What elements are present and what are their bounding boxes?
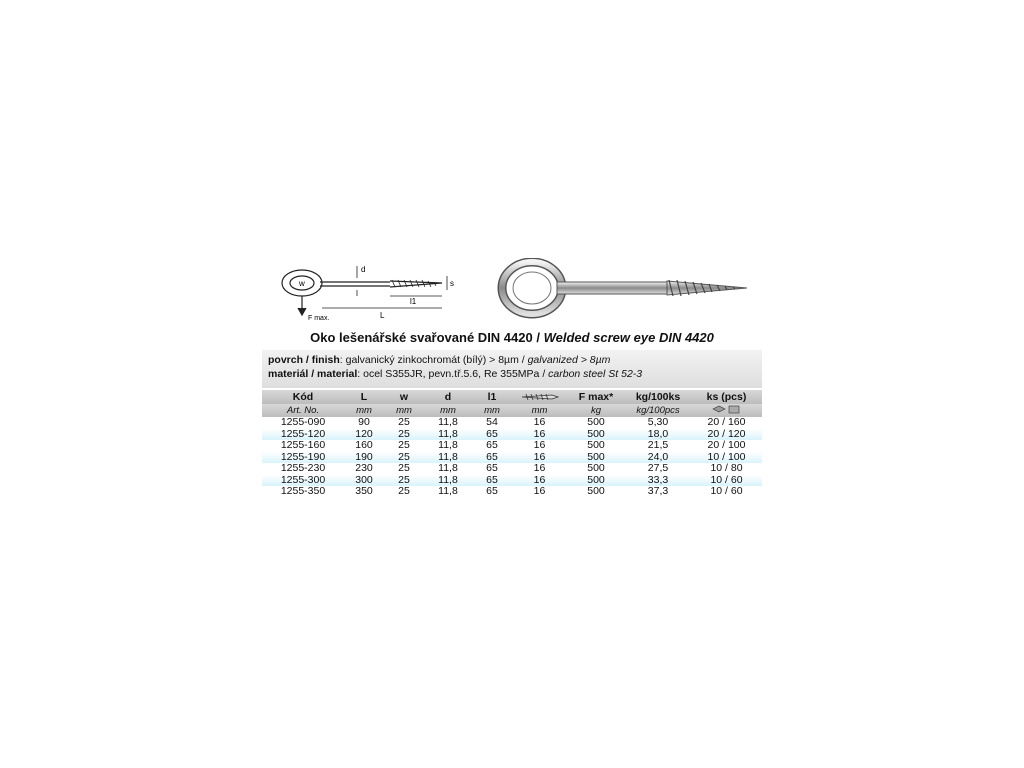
table-row: [262, 429, 762, 441]
table-cell: 37,3: [625, 486, 691, 498]
col-subheader: mm: [344, 404, 384, 417]
table-cell: 16: [512, 463, 567, 475]
table-cell: 16: [512, 440, 567, 452]
col-subheader: kg: [567, 404, 625, 417]
table-cell: 25: [384, 486, 424, 498]
specs-box: [262, 350, 762, 388]
table-cell: 25: [384, 475, 424, 487]
table-cell: 24,0: [625, 452, 691, 464]
table-cell: 25: [384, 440, 424, 452]
table-cell: 11,8: [424, 486, 472, 498]
table-cell: 1255-230: [262, 463, 344, 475]
table-cell: 11,8: [424, 452, 472, 464]
table-row: [262, 475, 762, 487]
table-cell: 20 / 160: [691, 417, 762, 429]
table-cell: 1255-350: [262, 486, 344, 498]
col-header: L: [344, 390, 384, 404]
title-cz: Oko lešenářské svařované DIN 4420 /: [310, 330, 544, 345]
table-row: [262, 463, 762, 475]
label-d: d: [361, 265, 366, 274]
table-cell: 120: [344, 429, 384, 441]
table-cell: 500: [567, 417, 625, 429]
table-cell: 350: [344, 486, 384, 498]
label-w: w: [299, 279, 305, 288]
table-cell: 500: [567, 463, 625, 475]
screw-eye-photo: [497, 258, 762, 328]
table-cell: 11,8: [424, 440, 472, 452]
finish-label: povrch / finish: [268, 354, 340, 366]
table-cell: 1255-120: [262, 429, 344, 441]
table-cell: 500: [567, 452, 625, 464]
table-cell: 25: [384, 463, 424, 475]
table-cell: 11,8: [424, 429, 472, 441]
table-cell: 54: [472, 417, 512, 429]
table-cell: 25: [384, 452, 424, 464]
finish-value: : galvanický zinkochromát (bílý) > 8µm /: [339, 354, 528, 366]
table-cell: 27,5: [625, 463, 691, 475]
table-cell: 500: [567, 475, 625, 487]
table-cell: 230: [344, 463, 384, 475]
table-cell: 16: [512, 417, 567, 429]
table-cell: 5,30: [625, 417, 691, 429]
table-cell: 500: [567, 486, 625, 498]
table-cell: 1255-160: [262, 440, 344, 452]
table-cell: 65: [472, 429, 512, 441]
table-cell: 65: [472, 463, 512, 475]
col-header: w: [384, 390, 424, 404]
col-subheader: mm: [384, 404, 424, 417]
table-row: [262, 452, 762, 464]
label-l1: l1: [410, 297, 417, 306]
product-sheet: [262, 258, 762, 518]
table-cell: 1255-090: [262, 417, 344, 429]
table-cell: 500: [567, 440, 625, 452]
table-cell: 10 / 60: [691, 486, 762, 498]
table-row: [262, 417, 762, 429]
table-cell: 21,5: [625, 440, 691, 452]
table-cell: 1255-300: [262, 475, 344, 487]
table-cell: 25: [384, 429, 424, 441]
product-title: [262, 330, 762, 345]
table-cell: 65: [472, 475, 512, 487]
label-s: s: [450, 279, 454, 288]
table-cell: 300: [344, 475, 384, 487]
table-cell: 1255-190: [262, 452, 344, 464]
finish-value-en: galvanized > 8µm: [527, 354, 611, 366]
table-cell: 20 / 100: [691, 440, 762, 452]
label-fmax: F max.: [308, 315, 330, 322]
table-cell: 16: [512, 429, 567, 441]
technical-drawing: [272, 258, 457, 328]
label-L: L: [380, 311, 385, 320]
material-value: : ocel S355JR, pevn.tř.5.6, Re 355MPa /: [357, 368, 549, 380]
thread-icon: [520, 392, 560, 402]
col-subheader: Art. No.: [262, 404, 344, 417]
thread-header: [512, 390, 567, 404]
table-cell: 160: [344, 440, 384, 452]
title-en: Welded screw eye DIN 4420: [543, 330, 714, 345]
table-cell: 18,0: [625, 429, 691, 441]
table-cell: 16: [512, 452, 567, 464]
col-header: d: [424, 390, 472, 404]
col-subheader: mm: [424, 404, 472, 417]
material-label: materiál / material: [268, 368, 358, 380]
table-cell: 11,8: [424, 463, 472, 475]
table-cell: 65: [472, 440, 512, 452]
table-cell: 65: [472, 452, 512, 464]
table-cell: 90: [344, 417, 384, 429]
table-cell: 500: [567, 429, 625, 441]
header-row: [262, 390, 762, 404]
table-cell: 10 / 60: [691, 475, 762, 487]
table-cell: 10 / 100: [691, 452, 762, 464]
table-cell: 11,8: [424, 475, 472, 487]
col-header: kg/100ks: [625, 390, 691, 404]
table-cell: 11,8: [424, 417, 472, 429]
col-header: ks (pcs): [691, 390, 762, 404]
table-cell: 190: [344, 452, 384, 464]
table-cell: 20 / 120: [691, 429, 762, 441]
col-header: F max*: [567, 390, 625, 404]
col-header: l1: [472, 390, 512, 404]
table-cell: 16: [512, 475, 567, 487]
table-cell: 65: [472, 486, 512, 498]
table-row: [262, 486, 762, 498]
box-icon: [709, 404, 745, 414]
material-value-en: carbon steel St 52-3: [548, 368, 643, 380]
col-subheader: mm: [472, 404, 512, 417]
table-cell: 25: [384, 417, 424, 429]
dimensions-table: [262, 390, 762, 498]
col-subheader: mm: [512, 404, 567, 417]
table-cell: 10 / 80: [691, 463, 762, 475]
subheader-row: [262, 404, 762, 417]
col-subheader: kg/100pcs: [625, 404, 691, 417]
spec-material: [268, 367, 756, 381]
spec-finish: [268, 353, 756, 367]
table-cell: 16: [512, 486, 567, 498]
col-header: Kód: [262, 390, 344, 404]
table-cell: 33,3: [625, 475, 691, 487]
table-row: [262, 440, 762, 452]
